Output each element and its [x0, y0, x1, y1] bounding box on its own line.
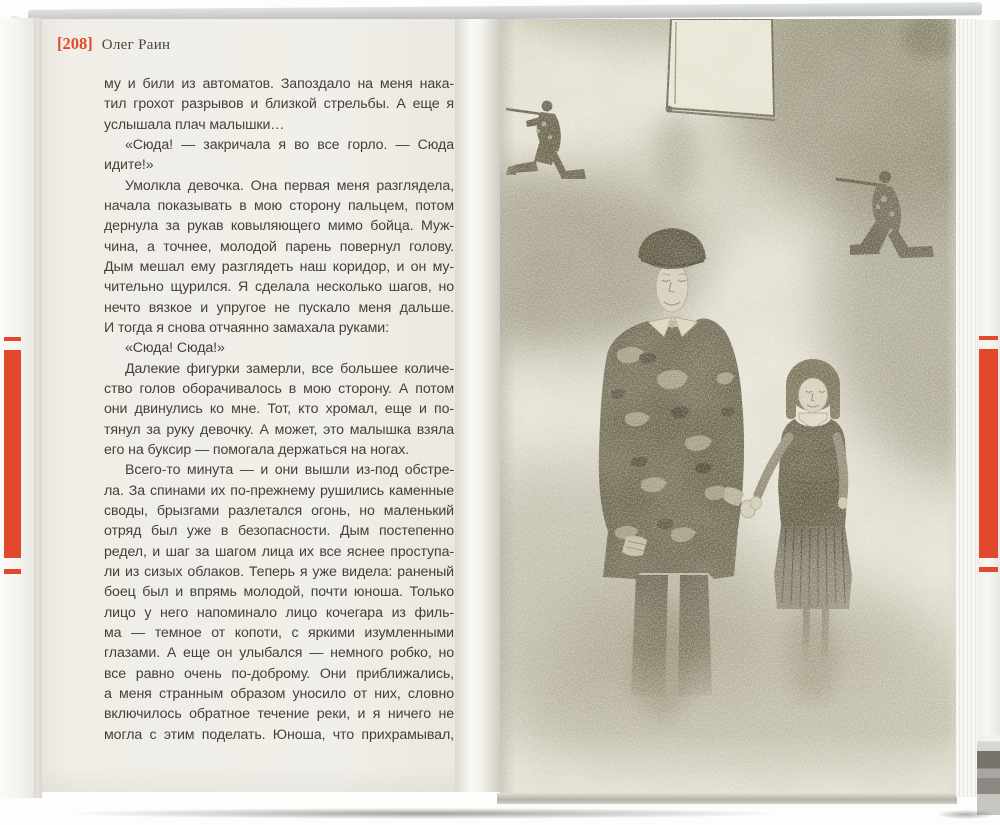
text-line: могла с этим поделать. Юноша, что прихрамывал,: [104, 726, 454, 743]
spine-red-line-bottom: [4, 569, 21, 574]
cover-red-line-top: [979, 336, 998, 340]
text-line: ма — темное от копоти, с яркими изумленными: [104, 624, 454, 641]
text-line: идите!»: [104, 157, 154, 174]
text-line: нечто вязкое и упругое не пускало меня дальше.: [104, 299, 454, 316]
text-line: Дым мешал ему разглядеть наш коридор, и он му-: [104, 258, 454, 275]
left-page: [42, 19, 455, 792]
text-line: му и били из автоматов. Запоздало на меня нака-: [104, 76, 454, 92]
page-number: [208]: [57, 34, 93, 53]
text-line: Всего-то минута — и они вышли из-под обстре-: [125, 462, 454, 479]
cover-red-line-bottom: [979, 567, 998, 572]
text-line: ли из сизых облаков. Теперь я уже видела: раненый: [104, 563, 454, 580]
cover-artwork-fragment: [977, 735, 1000, 815]
book-gutter: [455, 19, 500, 792]
right-page-bottom-edge: [497, 793, 957, 804]
cover-crease: [34, 18, 36, 798]
bottom-right-smudge: [938, 810, 993, 819]
text-line: они двинулись ко мне. Тот, кто хромал, еще и по-: [104, 401, 454, 418]
illustration-grain-overlay: [500, 19, 958, 793]
book-bottom-shadow: [70, 808, 780, 819]
text-line: чина, а точнее, молодой парень повернул голову.: [104, 238, 454, 255]
text-line: услышала плач малышки…: [104, 116, 285, 133]
text-line: ство голов оборачивалось в мою сторону. А потом: [104, 380, 454, 397]
text-line: начала показывать в мою сторону пальцем, потом: [104, 197, 454, 214]
text-line: Далекие фигурки замерли, все большее количе-: [125, 360, 454, 377]
text-line: ла. За спинами их по-прежнему рушились каменные: [104, 482, 454, 499]
text-line: тил грохот разрывов и близкой стрельбы. А еще я: [104, 96, 454, 113]
text-line: «Сюда! — закричала я во все горло. — Сюда: [125, 136, 454, 153]
text-line: «Сюда! Сюда!»: [125, 340, 225, 357]
left-cover-edge: [0, 18, 42, 798]
author-name: Олег Раин: [101, 37, 171, 53]
text-line: редел, и шаг за шагом лица их все яснее проступа-: [104, 543, 454, 560]
text-line: боец был и впрямь молодой, почти юноша. Только: [104, 584, 454, 601]
text-line: тянул за руку девочку. А может, это малышка взяла: [104, 421, 454, 438]
body-text: [104, 74, 454, 745]
illustration-drawing: [500, 19, 958, 793]
spine-red-stripe: [4, 350, 21, 558]
right-cover-edge: [977, 20, 1000, 806]
text-line: глазами. А еще он улыбался — немного робко, но: [104, 645, 454, 662]
text-line: включилось обратное течение реки, и я ничего не: [104, 706, 454, 723]
page-header: [57, 34, 170, 54]
right-page-edges: [956, 19, 977, 797]
spine-red-line-top: [4, 337, 21, 341]
text-line: его на буксир — помогала держаться на ногах.: [104, 441, 410, 458]
text-line: дернула за рукав ковыляющего мимо бойца. Муж-: [104, 218, 454, 235]
text-line: своды, брызгами разлетался огонь, но маленький: [104, 502, 454, 519]
text-line: отряд был уже в безопасности. Дым постепенно: [104, 523, 454, 540]
text-line: Умолкла девочка. Она первая меня разглядела,: [125, 177, 454, 194]
text-line: все равно очень по-доброму. Они приближались,: [104, 665, 454, 682]
text-line: а меня странным образом уносило от них, словно: [104, 685, 454, 702]
cover-red-stripe: [979, 349, 998, 558]
text-line: чительно щурился. Я сделала несколько шагов, но: [104, 279, 454, 296]
text-line: И тогда я снова отчаянно замахала руками:: [104, 319, 389, 336]
right-page-illustration: [500, 19, 958, 793]
text-line: лицо у него напоминало лицо кочегара из филь-: [104, 604, 454, 621]
